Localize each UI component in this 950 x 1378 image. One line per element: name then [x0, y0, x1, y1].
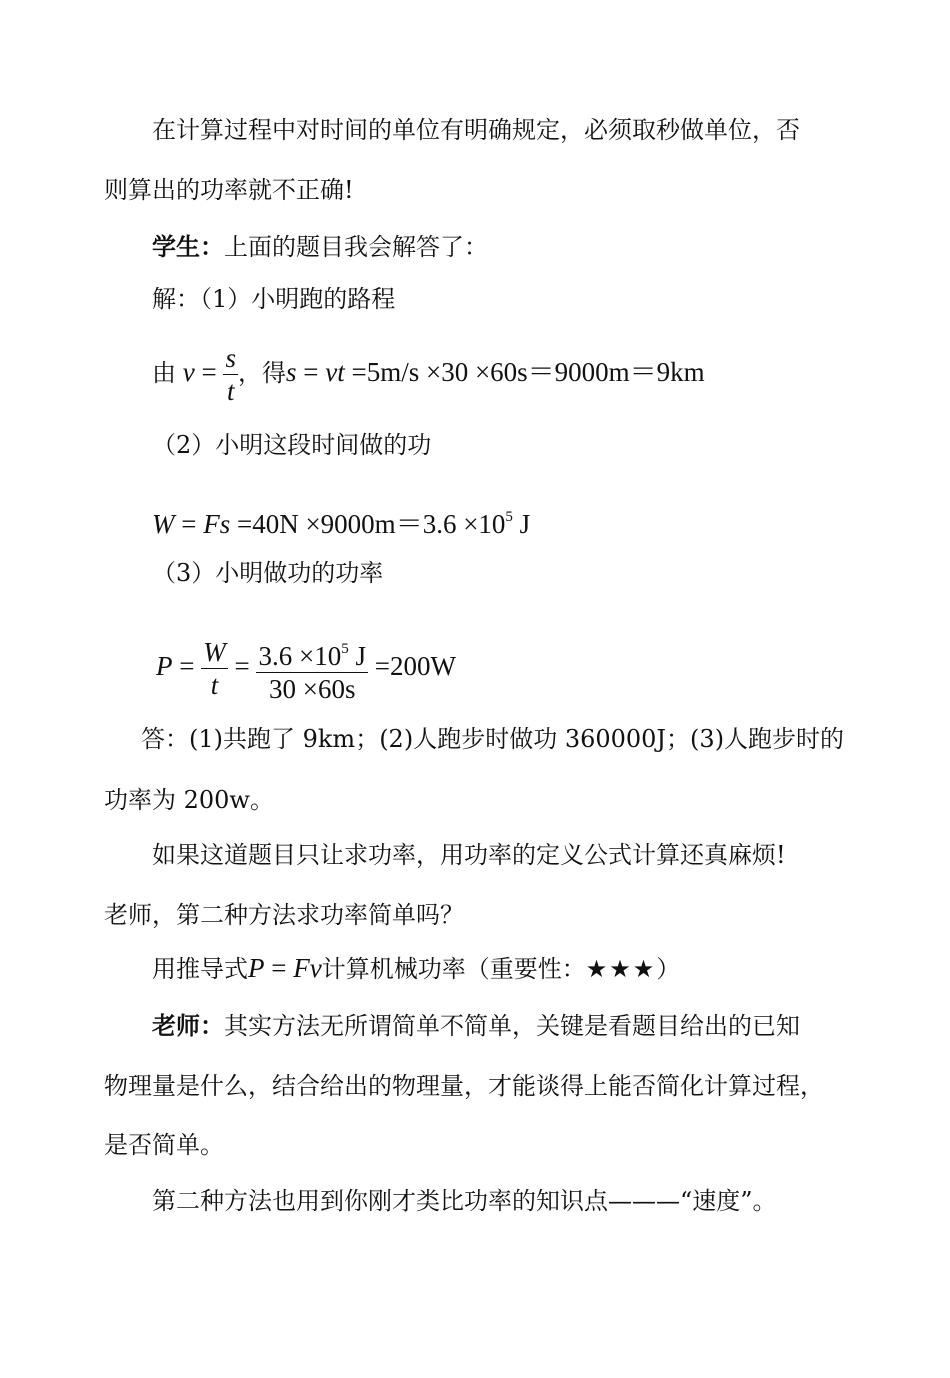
eq3-numerator2	[256, 633, 368, 673]
eq3-eq2: =	[227, 651, 250, 681]
eq2-W: W	[152, 509, 175, 539]
eq4-P: P	[248, 953, 265, 983]
equation-work	[152, 502, 530, 539]
answer-line2: 功率为 200w。	[104, 786, 274, 814]
eq3-denominator2: 30 ×60s	[268, 673, 356, 704]
derive-formula	[248, 953, 322, 983]
eq2-Fs: Fs	[203, 509, 231, 539]
eq3-eq: =	[172, 651, 195, 681]
student-text: 上面的题目我会解答了：	[224, 233, 488, 261]
teacher-line3: 是否简单。	[104, 1131, 224, 1159]
paragraph-if-line1: 如果这道题目只让求功率，用功率的定义公式计算还真麻烦!	[152, 841, 786, 869]
eq1-fraction	[223, 342, 238, 407]
paragraph-if-line2: 老师，第二种方法求功率简单吗？	[104, 901, 464, 929]
derive-suffix: 计算机械功率（重要性：	[321, 955, 586, 983]
eq3-fraction1	[201, 636, 228, 701]
paragraph-time-unit-line2: 则算出的功率就不正确!	[104, 176, 354, 204]
eq3-result: =200W	[367, 651, 456, 681]
equation-power	[156, 630, 456, 705]
eq3-fraction2	[256, 633, 368, 705]
solution-step3-label: （3）小明做功的功率	[152, 559, 384, 587]
eq4-eq: =	[264, 953, 287, 983]
eq3-P: P	[156, 651, 173, 681]
eq2-rest: =40N ×9000m＝3.6 ×10	[230, 509, 506, 539]
derived-formula-line	[152, 953, 680, 984]
eq1-prefix: 由	[152, 359, 176, 387]
equation-distance	[152, 340, 705, 407]
derive-close: ）	[656, 955, 681, 983]
paragraph-time-unit-line1: 在计算过程中对时间的单位有明确规定，必须取秒做单位，否	[152, 116, 800, 144]
answer-line1: 答：(1)共跑了 9km；(2)人跑步时做功 360000J；(3)人跑步时的	[141, 725, 845, 753]
eq1-numerator: s	[225, 343, 236, 374]
eq1-eq: =	[194, 357, 217, 387]
eq2-eq: =	[174, 509, 197, 539]
eq1-mid: ，得	[237, 359, 286, 387]
eq1-v: v	[182, 357, 195, 387]
eq1-s: s	[285, 357, 297, 387]
eq3-num2-exponent: 5	[341, 640, 349, 657]
eq1-denominator: t	[226, 376, 235, 407]
importance-stars-icon: ★★★	[585, 955, 657, 983]
student-statement	[152, 232, 488, 262]
derive-prefix: 用推导式	[152, 955, 248, 983]
eq3-num2-unit: J	[348, 640, 366, 671]
teacher-label: 老师：	[152, 1011, 224, 1040]
last-paragraph: 第二种方法也用到你刚才类比功率的知识点———“速度”。	[152, 1187, 777, 1215]
teacher-line2: 物理量是什么，结合给出的物理量，才能谈得上能否简化计算过程，	[104, 1072, 824, 1100]
eq3-denominator1: t	[210, 670, 219, 701]
eq2-exponent: 5	[505, 509, 513, 525]
eq3-numerator1: W	[203, 637, 226, 668]
student-label: 学生：	[152, 232, 224, 261]
eq3-num2-base: 3.6 ×10	[258, 640, 342, 671]
eq2-unit: J	[512, 509, 531, 539]
eq4-Fv: Fv	[293, 953, 322, 983]
solution-step2-label: （2）小明这段时间做的功	[152, 431, 432, 459]
eq1-eq2: =	[296, 357, 319, 387]
solution-step1-label: 解：（1）小明跑的路程	[152, 285, 396, 313]
eq1-vt: vt	[325, 357, 345, 387]
teacher-line1	[152, 1011, 800, 1041]
teacher-text1: 其实方法无所谓简单不简单，关键是看题目给出的已知	[224, 1012, 800, 1040]
eq1-rest: =5m/s ×30 ×60s＝9000m＝9km	[344, 357, 705, 387]
